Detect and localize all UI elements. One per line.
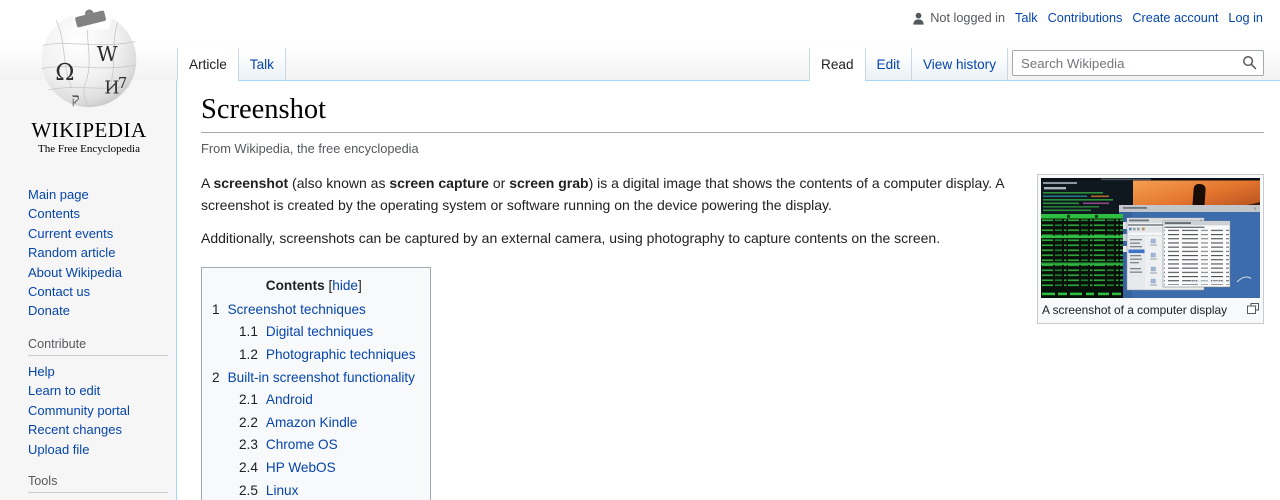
article-content xyxy=(176,80,1280,500)
thumbnail-image xyxy=(1041,178,1260,298)
sidebar-item-learn-to-edit[interactable]: Learn to edit xyxy=(28,383,101,399)
tools-heading: Tools xyxy=(28,474,168,493)
article-thumbnail[interactable] xyxy=(1037,174,1264,324)
namespace-tabs xyxy=(177,48,286,81)
toc-item-screenshot-techniques[interactable]: 1 Screenshot techniques xyxy=(212,301,366,317)
globe-glyph-w: W xyxy=(96,41,118,66)
wikipedia-logo[interactable] xyxy=(30,6,148,155)
view-tabs xyxy=(809,48,1008,81)
toc-title xyxy=(212,276,416,295)
wikipedia-tagline: The Free Encyclopedia xyxy=(37,143,140,155)
toc-item-android[interactable]: 2.1 Android xyxy=(239,392,313,408)
tab-read[interactable]: Read xyxy=(809,48,865,81)
sidebar-section-contribute xyxy=(28,337,168,459)
lead-bold-screen-capture: screen capture xyxy=(389,174,489,191)
sidebar-nav xyxy=(28,185,122,321)
toc-bracket-open: [ xyxy=(328,277,333,293)
toc-title-label: Contents xyxy=(265,277,325,293)
search-icon[interactable] xyxy=(1242,55,1257,70)
user-status-label: Not logged in xyxy=(930,11,1006,25)
site-subtitle: From Wikipedia, the free encyclopedia xyxy=(201,140,419,156)
globe-glyph-i: И xyxy=(104,78,120,99)
sidebar-item-about-wikipedia[interactable]: About Wikipedia xyxy=(28,264,122,280)
table-of-contents xyxy=(201,267,431,500)
page-title: Screenshot xyxy=(201,92,1264,133)
second-paragraph: Additionally, screenshots can be captured by an external camera, using photography to capture contents on the screen. xyxy=(201,230,941,247)
toc-item-built-in-functionality[interactable]: 2 Built-in screenshot functionality xyxy=(212,369,415,385)
thumbnail-caption-text: A screenshot of a computer display xyxy=(1042,302,1228,317)
user-icon xyxy=(912,12,925,25)
toc-item-linux[interactable]: 2.5 Linux xyxy=(239,482,299,498)
toc-item-digital-techniques[interactable]: 1.1 Digital techniques xyxy=(239,324,374,340)
personal-link-contributions[interactable]: Contributions xyxy=(1047,11,1123,25)
personal-link-talk[interactable]: Talk xyxy=(1015,11,1038,25)
lead-bold-screen-grab: screen grab xyxy=(509,174,589,191)
openindiana-logo-text: openindiana xyxy=(1191,277,1225,285)
sidebar-item-current-events[interactable]: Current events xyxy=(28,225,114,241)
sidebar-item-contact-us[interactable]: Contact us xyxy=(28,284,91,300)
globe-glyph-qof: ק xyxy=(71,91,80,108)
thumbnail-caption xyxy=(1041,298,1260,320)
tab-article[interactable]: Article xyxy=(177,48,238,81)
tab-talk[interactable]: Talk xyxy=(238,48,286,81)
toc-item-photographic-techniques[interactable]: 1.2 Photographic techniques xyxy=(239,347,416,363)
sidebar-item-main-page[interactable]: Main page xyxy=(28,187,89,202)
sidebar-item-community-portal[interactable]: Community portal xyxy=(28,402,130,418)
article-body xyxy=(201,172,1264,500)
sidebar-item-recent-changes[interactable]: Recent changes xyxy=(28,422,122,438)
globe-glyph-seven: 7 xyxy=(117,75,128,92)
sidebar-item-help[interactable]: Help xyxy=(28,364,55,379)
wikipedia-globe-icon xyxy=(33,6,145,108)
sidebar-item-donate[interactable]: Donate xyxy=(28,303,70,319)
contribute-heading: Contribute xyxy=(28,337,168,356)
lead-bold-screenshot: screenshot xyxy=(213,174,289,191)
toc-hide-link[interactable]: hide xyxy=(332,277,358,293)
sidebar-section-tools xyxy=(28,474,168,499)
enlarge-icon[interactable] xyxy=(1247,303,1259,314)
lead-text: ) is a digital image that shows the contents of a computer display. A screenshot is created by the operating system or software running on the device powering the display. xyxy=(201,174,1004,214)
search-input[interactable] xyxy=(1012,50,1264,76)
toc-item-hp-webos[interactable]: 2.4 HP WebOS xyxy=(239,460,336,476)
personal-link-log-in[interactable]: Log in xyxy=(1228,11,1263,25)
sidebar-item-random-article[interactable]: Random article xyxy=(28,245,116,261)
sidebar-item-contents[interactable]: Contents xyxy=(28,206,81,222)
tab-view-history[interactable]: View history xyxy=(911,48,1008,81)
lead-text: (also known as xyxy=(288,174,390,191)
toc-item-amazon-kindle[interactable]: 2.2 Amazon Kindle xyxy=(239,414,358,430)
globe-glyph-omega: Ω xyxy=(55,59,75,87)
search-box xyxy=(1012,50,1264,76)
personal-bar xyxy=(912,11,1263,25)
toc-bracket-close: ] xyxy=(357,277,362,293)
sidebar-item-upload-file[interactable]: Upload file xyxy=(28,441,90,457)
tab-edit[interactable]: Edit xyxy=(865,48,911,81)
toc-item-chrome-os[interactable]: 2.3 Chrome OS xyxy=(239,437,338,453)
lead-text: or xyxy=(488,174,510,191)
wikipedia-wordmark: WIKIPEDIA xyxy=(31,118,147,142)
lead-text: A xyxy=(201,174,214,191)
user-status xyxy=(912,11,1005,25)
personal-link-create-account[interactable]: Create account xyxy=(1132,11,1219,25)
